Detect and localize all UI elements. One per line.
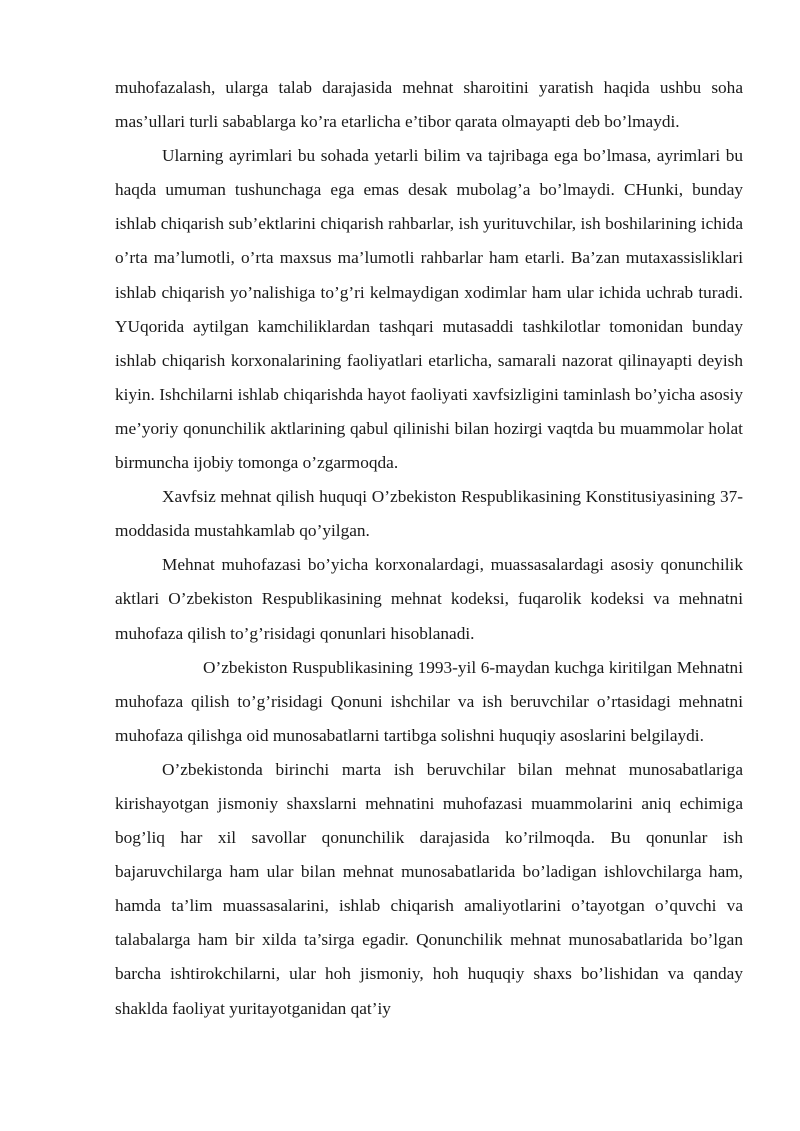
paragraph-qualification-issues: Ularning ayrimlari bu sohada yetarli bilim va tajribaga ega bo’lmasa, ayrimlari bu haqda umuman tushunchaga ega emas desak mubolag’a bo’lmaydi. CHunki, bunday ishlab chiqarish sub’ektlarini chiqarish rahbarlar, ish yurituvchilar, ish boshilarining ichida o’rta ma’lumotli, o’rta maxsus ma’lumotli rahbarlar ham etarli. Ba’zan mutaxassisliklari ishlab chiqarish yo’nalishiga to’g’ri kelmaydigan xodimlar ham ular ichida uchrab turadi. YUqorida aytilgan kamchiliklardan tashqari mutasaddi tashkilotlar tomonidan bunday ishlab chiqarish korxonalarining faoliyatlari etarlicha, samarali nazorat qilinayapti deyish kiyin. Ishchilarni ishlab chiqarishda hayot faoliyati xavfsizligini taminlash bo’yicha asosiy me’yoriy qonunchilik aktlarining qabul qilinishi bilan hozirgi vaqtda bu muammolar holat birmuncha ijobiy tomonga o’zgarmoqda. <box>115 146 743 473</box>
paragraph-continuation: muhofazalash, ularga talab darajasida mehnat sharoitini yaratish haqida ushbu soha mas’ullari turli sabablarga ko’ra etarlicha e’tibor qarata olmayapti deb bo’lmaydi. <box>115 78 743 132</box>
paragraph-constitution: Xavfsiz mehnat qilish huquqi O’zbekiston Respublikasining Konstitusiyasining 37-moddasida mustahkamlab qo’yilgan. <box>115 487 743 541</box>
paragraph-labor-protection-law: O’zbekiston Ruspublikasining 1993-yil 6-maydan kuchga kiritilgan Mehnatni muhofaza qilish to’g’risidagi Qonuni ishchilar va ish beruvchilar o’rtasidagi mehnatni muhofaza qilishga oid munosabatlarni tartibga solishni huquqiy asoslarini belgilaydi. <box>115 657 743 745</box>
paragraph-employment-relations: O’zbekistonda birinchi marta ish beruvchilar bilan mehnat munosabatlariga kirishayotgan jismoniy shaxslarni mehnatini muhofazasi muammolarini aniq echimiga bog’liq har xil savollar qonunchilik darajasida ko’rilmoqda. Bu qonunlar ish bajaruvchilarga ham ular bilan mehnat munosabatlarida bo’ladigan ishlovchilarga ham, hamda ta’lim muassasalarini, ishlab chiqarish amaliyotlarini o’tayotgan o’quvchi va talabalarga ham bir xilda ta’sirga egadir. Qonunchilik mehnat munosabatlarida bo’lgan barcha ishtirokchilarni, ular hoh jismoniy, hoh huquqiy shaxs bo’lishidan va qanday shaklda faoliyat yuritayotganidan qat’iy <box>115 759 743 1018</box>
paragraph-legislation-acts: Mehnat muhofazasi bo’yicha korxonalardagi, muassasalardagi asosiy qonunchilik aktlari O’zbekiston Respublikasining mehnat kodeksi, fuqarolik kodeksi va mehnatni muhofaza qilish to’g’risidagi qonunlari hisoblanadi. <box>115 555 743 643</box>
document-page <box>115 71 743 1026</box>
